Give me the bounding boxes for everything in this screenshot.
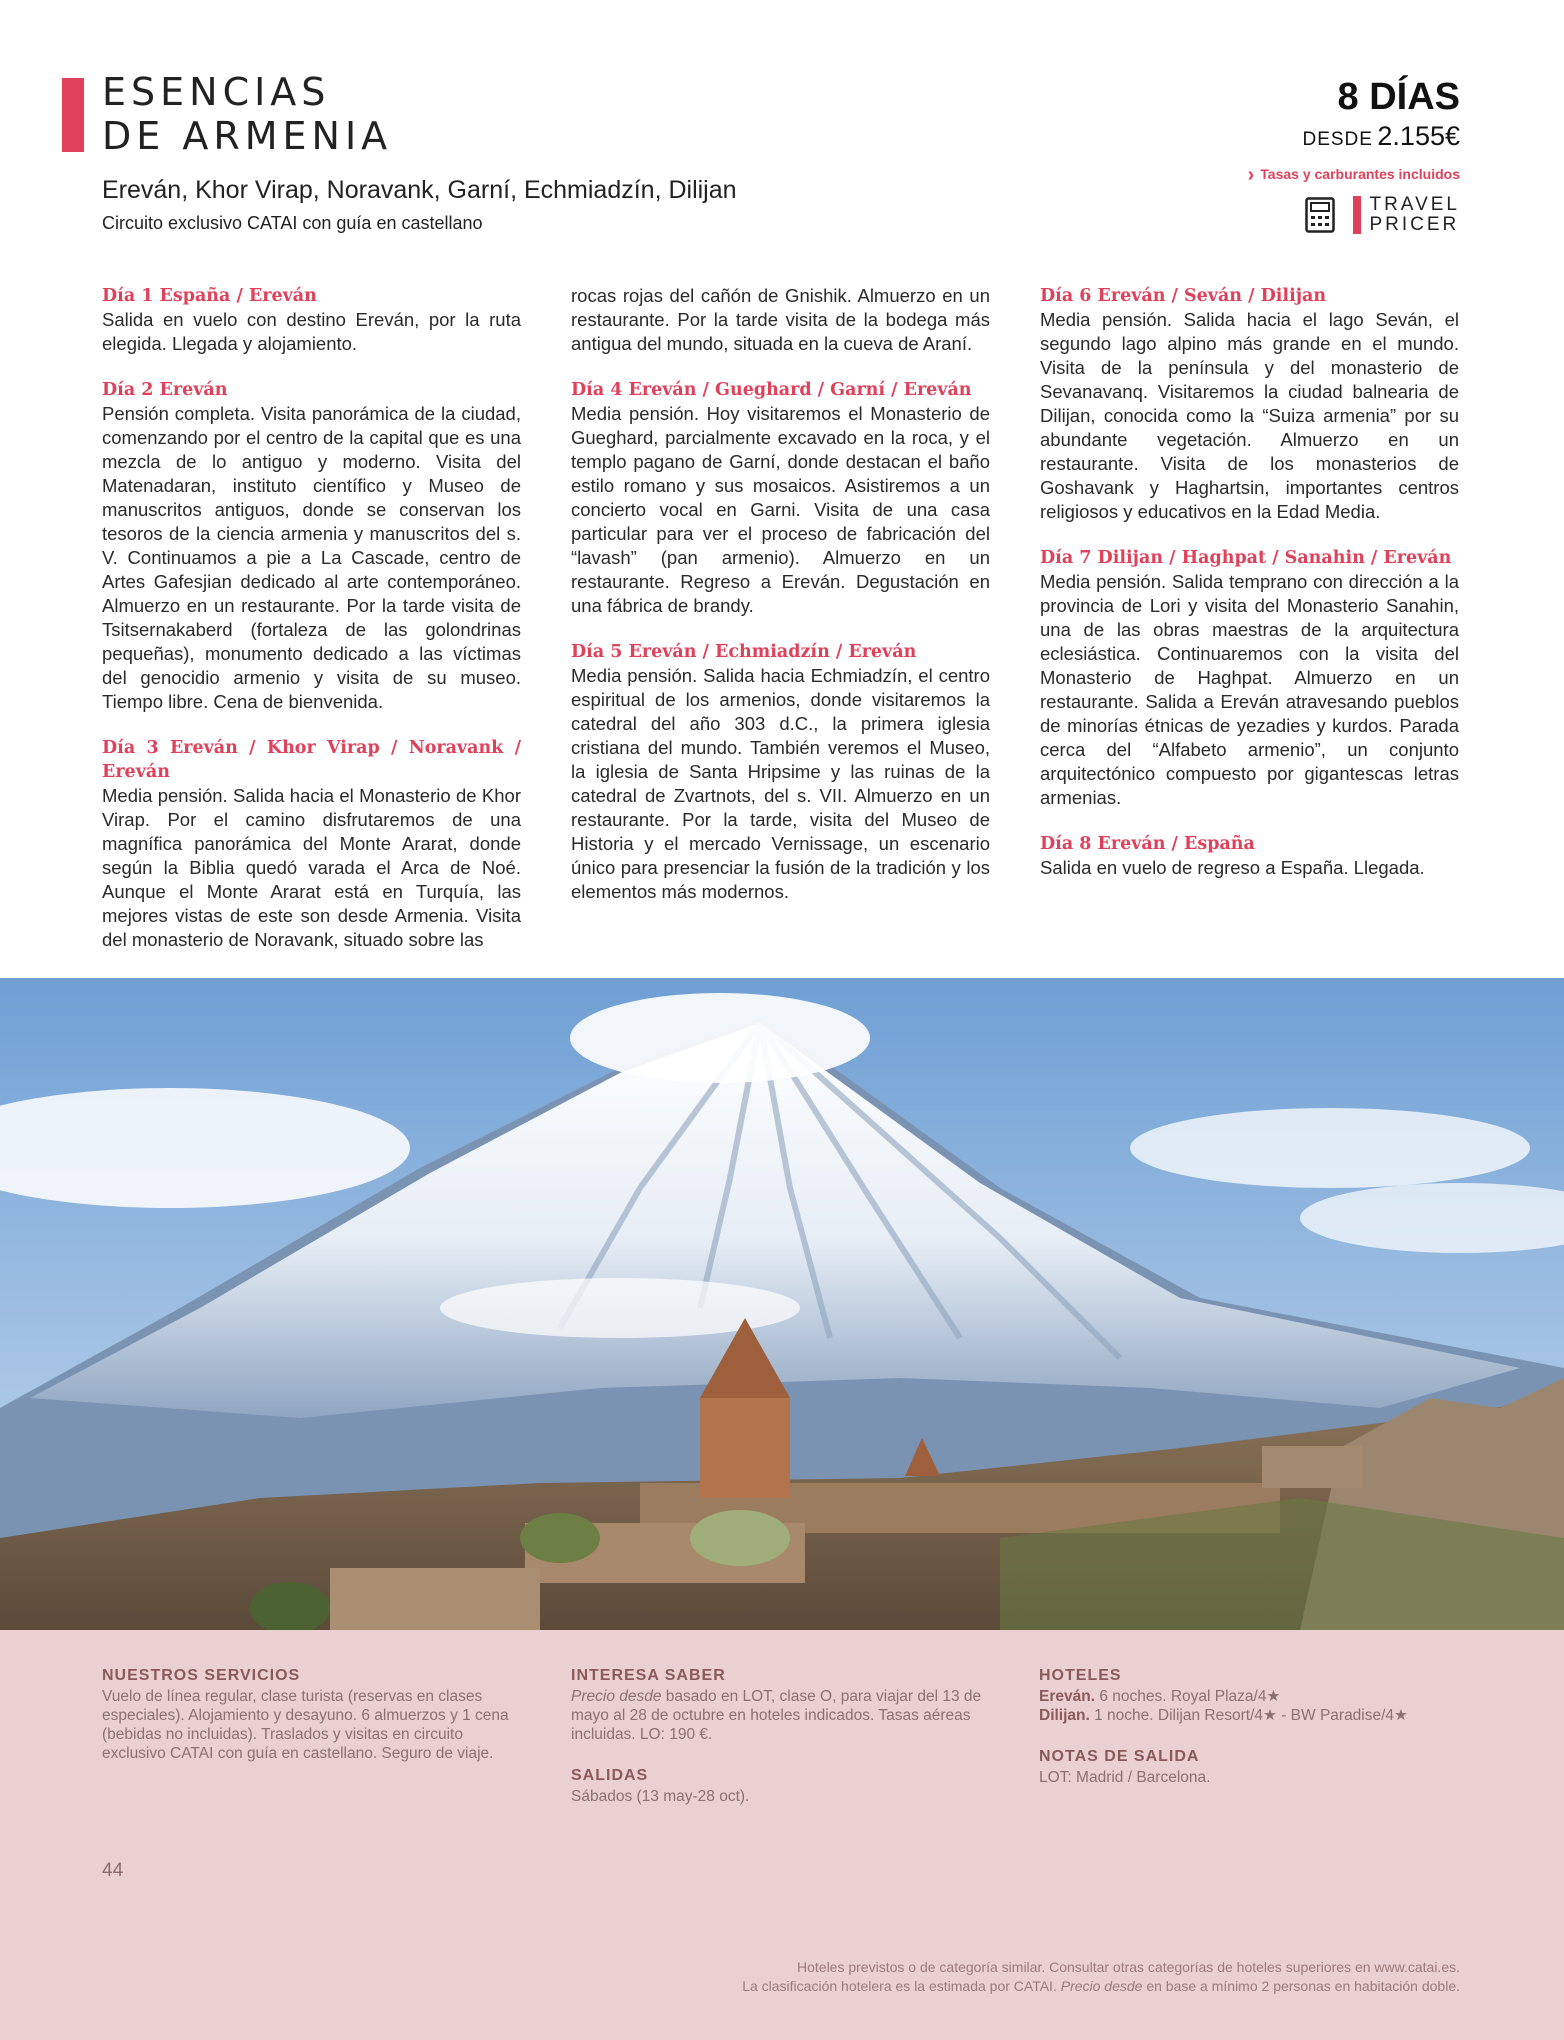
day-text: Salida en vuelo de regreso a España. Llegada. <box>1040 857 1425 878</box>
day-text: Media pensión. Salida temprano con dirección a la provincia de Lori y visita del Monasterio Sanahin, una de las obras maestras de la arquitectura eclesiástica. Continuaremos con la visita del Monasterio de Haghpat. Almuerzo en un restaurante. Salida a Ereván atravesando pueblos de minorías étnicas de yezadies y kurdos. Parada cerca del “Alfabeto armenio”, un conjunto arquitectónico compuesto por gigantescas letras armenias. <box>1040 571 1459 808</box>
day-title: Día 2 Ereván <box>102 380 228 400</box>
departure-notes-heading: NOTAS DE SALIDA <box>1039 1748 1200 1765</box>
services-section <box>102 1666 522 1785</box>
page-title <box>102 70 392 158</box>
info-text: Precio desde basado en LOT, clase O, para viajar del 13 de mayo al 28 de octubre en hoteles indicados. Tasas aéreas incluidas. LO: 190 €. <box>571 1688 982 1743</box>
taxes-note-text: Tasas y carburantes incluidos <box>1260 166 1460 182</box>
itinerary-column-3 <box>1040 284 1459 902</box>
day-text: Media pensión. Salida hacia Echmiadzín, el centro espiritual de los armenios, donde visitaremos la catedral del año 303 d.C., la primera iglesia cristiana del mundo. También veremos el Museo, la iglesia de Santa Hripsime y las ruinas de la catedral de Zvartnots, del s. VII. Almuerzo en un restaurante. Por la tarde, visita del Museo de Historia y el mercado Vernissage, un escenario único para presenciar la fusión de la tradición y los elementos más modernos. <box>571 665 990 902</box>
travel-pricer-text: TRAVEL PRICER <box>1369 194 1460 235</box>
itinerary-column-1 <box>102 284 521 974</box>
itinerary-day-3-continued <box>571 284 990 356</box>
departures-heading: SALIDAS <box>571 1767 649 1784</box>
day-text: Pensión completa. Visita panorámica de la ciudad, comenzando por el centro de la capital que es una mezcla de lo antiguo y moderno. Visita del Matenadaran, instituto científico y Museo de manuscritos antiguos, donde se conservan los tesoros de la ciencia armenia y manuscritos del s. V. Continuamos a pie a La Cascade, centro de Artes Gafesjian dedicado al arte contemporáneo. Almuerzo en un restaurante. Por la tarde visita de Tsitsernakaberd (fortaleza de las golondrinas pequeñas), monumento dedicado a las víctimas del genocidio armenio y visita de su museo. Tiempo libre. Cena de bienvenida. <box>102 403 521 712</box>
day-text: rocas rojas del cañón de Gnishik. Almuerzo en un restaurante. Por la tarde visita de la bodega más antigua del mundo, situada en la cueva de Araní. <box>571 285 990 354</box>
mount-ararat-photo <box>0 978 1564 1630</box>
price-amount: 2.155€ <box>1377 121 1460 151</box>
itinerary-day-3 <box>102 736 521 952</box>
day-text: Media pensión. Salida hacia el Monasterio de Khor Virap. Por el camino disfrutaremos de una magnífica panorámica del Monte Ararat, donde según la Biblia quedó varada el Arca de Noé. Aunque el Monte Ararat está en Turquía, las mejores vistas de este son desde Armenia. Visita del monasterio de Noravank, situado sobre las <box>102 785 521 950</box>
itinerary <box>102 284 1462 950</box>
accent-bar <box>62 78 84 152</box>
tour-description: Circuito exclusivo CATAI con guía en castellano <box>102 213 483 233</box>
services-heading: NUESTROS SERVICIOS <box>102 1667 301 1684</box>
day-title: Día 1 España / Ereván <box>102 286 317 306</box>
day-title: Día 5 Ereván / Echmiadzín / Ereván <box>571 642 917 662</box>
day-text: Salida en vuelo con destino Ereván, por la ruta elegida. Llegada y alojamiento. <box>102 309 521 354</box>
title-line-2: DE ARMENIA <box>102 114 393 158</box>
price-from-label: DESDE <box>1302 129 1373 150</box>
travel-pricer-logo <box>1305 195 1460 235</box>
day-text: Media pensión. Salida hacia el lago Seván, el segundo lago alpino más grande en el mundo. Visita de la península y del monasterio de Sevanavanq. Visitaremos la ciudad balnearia de Dilijan, conocida como la “Suiza armenia” por su abundante vegetación. Almuerzo en un restaurante. Visita de los monasterios de Goshavank y Haghartsin, importantes centros religiosos y educativos en la Edad Media. <box>1040 309 1459 522</box>
day-title: Día 7 Dilijan / Haghpat / Sanahin / Ereván <box>1040 548 1452 568</box>
route-subtitle: Ereván, Khor Virap, Noravank, Garní, Echmiadzín, Dilijan <box>102 176 737 204</box>
itinerary-day-6 <box>1040 284 1459 524</box>
day-title: Día 3 Ereván / Khor Virap / Noravank / Ereván <box>102 738 521 782</box>
itinerary-day-1 <box>102 284 521 356</box>
taxes-note <box>1248 164 1460 187</box>
price-block <box>1302 121 1460 152</box>
day-title: Día 4 Ereván / Gueghard / Garní / Ereván <box>571 380 972 400</box>
info-heading: INTERESA SABER <box>571 1667 726 1684</box>
logo-accent-bar <box>1353 196 1361 234</box>
departure-notes-text: LOT: Madrid / Barcelona. <box>1039 1769 1211 1786</box>
itinerary-day-4 <box>571 378 990 618</box>
day-title: Día 8 Ereván / España <box>1040 834 1255 854</box>
title-line-1: ESENCIAS <box>102 70 331 114</box>
services-text: Vuelo de línea regular, clase turista (reservas en clases especiales). Alojamiento y desayuno. 6 almuerzos y 1 cena (bebidas no incluidas). Traslados y visitas en circuito exclusivo CATAI con guía en castellano. Seguro de viaje. <box>102 1688 509 1762</box>
day-text: Media pensión. Hoy visitaremos el Monasterio de Gueghard, parcialmente excavado en la roca, y el templo pagano de Garní, donde destacan el baño estilo romano y sus mosaicos. Asistiremos a un concierto vocal en Garni. Visita de una casa particular para ver el proceso de fabricación del “lavash” (pan armenio). Almuerzo en un restaurante. Regreso a Ereván. Degustación en una fábrica de brandy. <box>571 403 990 616</box>
itinerary-day-8 <box>1040 832 1459 880</box>
chevron-right-icon: › <box>1247 164 1255 186</box>
itinerary-day-7 <box>1040 546 1459 810</box>
itinerary-day-2 <box>102 378 521 714</box>
hotels-heading: HOTELES <box>1039 1667 1122 1684</box>
departures-text: Sábados (13 may-28 oct). <box>571 1788 750 1805</box>
hotels-list: Ereván. 6 noches. Royal Plaza/4★ Dilijan. 1 noche. Dilijan Resort/4★ - BW Paradise/4★ <box>1039 1688 1408 1724</box>
footer-note: Hoteles previstos o de categoría similar. Consultar otras categorías de hoteles superiores en www.catai.es. La clasificación hotelera es la estimada por CATAI. Precio desde en base a mínimo 2 personas en habitación doble. <box>742 1959 1460 1994</box>
page-number: 44 <box>102 1860 124 1881</box>
hotels-section <box>1039 1666 1459 1809</box>
day-title: Día 6 Ereván / Seván / Dilijan <box>1040 286 1327 306</box>
duration-label: 8 DÍAS <box>1337 76 1460 118</box>
landscape-illustration <box>0 978 1564 1630</box>
itinerary-column-2 <box>571 284 990 926</box>
calculator-icon <box>1305 197 1335 233</box>
info-section <box>571 1666 991 1828</box>
itinerary-day-5 <box>571 640 990 904</box>
